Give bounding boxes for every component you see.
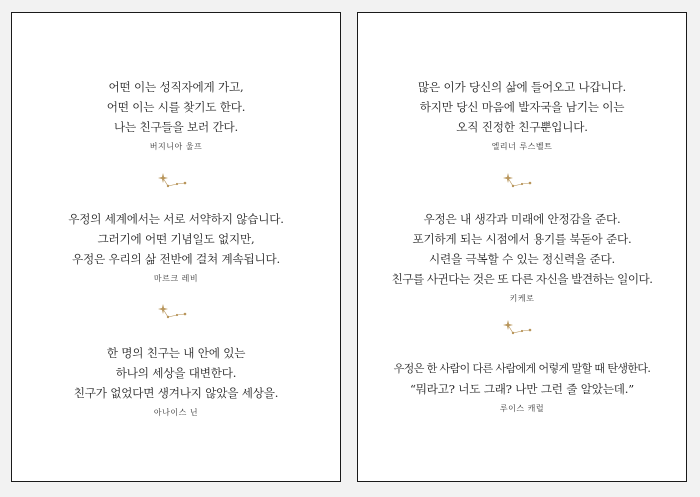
quote-block [358,209,686,305]
constellation-icon [157,303,197,327]
left-page [11,12,341,482]
quote-author: 키케로 [509,294,535,303]
quote-block [358,77,686,153]
quote-line: 어떤 이는 성직자에게 가고, [108,80,244,94]
quote-line: 우정은 우리의 삶 전반에 걸쳐 계속됩니다. [72,252,280,266]
quote-line: 우정은 한 사람이 다른 사람에게 어렇게 말할 때 탄생한다. [393,362,651,375]
quote-author: 루이스 캐럴 [499,404,545,413]
quote-line: 그러기에 어떤 기념일도 없지만, [97,232,255,246]
quote-line: 하지만 당신 마음에 발자국을 남기는 이는 [419,100,625,114]
constellation-icon [502,172,542,196]
quote-block [358,359,686,415]
quote-author: 버지니아 울프 [149,142,203,151]
quote-line: 포기하게 되는 시점에서 용기를 북돋아 준다. [412,232,632,246]
quote-line: 우정은 내 생각과 미래에 안정감을 준다. [423,212,621,226]
quote-author: 아나이스 닌 [153,408,199,417]
quote-line: 우정의 세계에서는 서로 서약하지 않습니다. [68,212,284,226]
quote-block [12,209,340,285]
quote-author: 엘리너 루스벨트 [491,142,553,151]
quote-line: 오직 진정한 친구뿐입니다. [456,120,588,134]
quote-line: 나는 친구들을 보러 간다. [114,120,238,134]
quote-block [12,343,340,419]
quote-line: 하나의 세상을 대변한다. [115,366,237,380]
quote-line: 친구를 사귄다는 것은 또 다른 자신을 발견하는 일이다. [391,272,653,286]
quote-line: 친구가 없었다면 생겨나지 않았을 세상을. [73,386,279,400]
quote-author: 마르크 레비 [153,274,199,283]
quote-line: 한 명의 친구는 내 안에 있는 [106,346,246,360]
quote-line: 많은 이가 당신의 삶에 들어오고 나갑니다. [418,80,626,94]
constellation-icon [502,319,542,343]
quote-line: “뭐라고? 너도 그래? 나만 그런 줄 알았는데.” [410,382,634,396]
quote-block [12,77,340,153]
quote-line: 시련을 극복할 수 있는 정신력을 준다. [429,252,615,266]
right-page [357,12,687,482]
quote-line: 어떤 이는 시를 찾기도 한다. [106,100,246,114]
constellation-icon [157,172,197,196]
